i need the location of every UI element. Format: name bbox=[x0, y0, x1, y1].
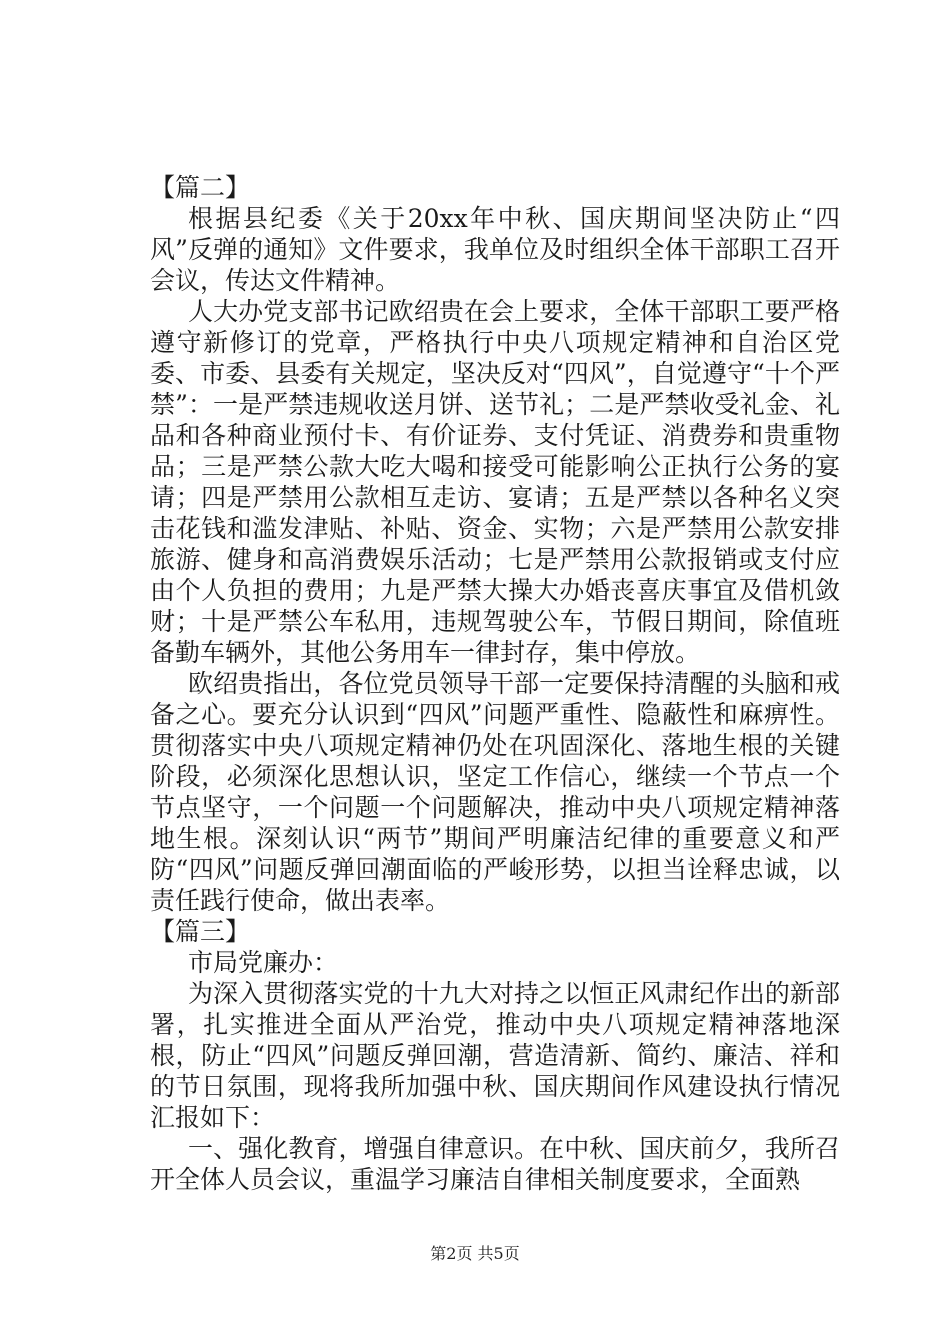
section-heading-3: 【篇三】 bbox=[150, 917, 251, 946]
document-body bbox=[150, 172, 840, 1195]
paragraph: 人大办党支部书记欧绍贵在会上要求，全体干部职工要严格遵守新修订的党章，严格执行中央八项规定精神和自治区党委、市委、县委有关规定，坚决反对“四风”，自觉遵守“十个严禁”：一是严禁违规收送月饼、送节礼；二是严禁收受礼金、礼品和各种商业预付卡、有价证券、支付凭证、消费券和贵重物品；三是严禁公款大吃大喝和接受可能影响公正执行公务的宴请；四是严禁用公款相互走访、宴请；五是严禁以各种名义突击花钱和滥发津贴、补贴、资金、实物；六是严禁用公款安排旅游、健身和高消费娱乐活动；七是严禁用公款报销或支付应由个人负担的费用；九是严禁大操大办婚丧喜庆事宜及借机敛财；十是严禁公车私用，违规驾驶公车，节假日期间，除值班备勤车辆外，其他公务用车一律封存，集中停放。 bbox=[150, 297, 840, 667]
section-heading-2: 【篇二】 bbox=[150, 173, 251, 202]
salutation: 市局党廉办： bbox=[188, 948, 339, 977]
page-number-footer: 第2页 共5页 bbox=[430, 1244, 520, 1263]
paragraph: 为深入贯彻落实党的十九大对持之以恒正风肃纪作出的新部署，扎实推进全面从严治党，推动中央八项规定精神落地深根，防止“四风”问题反弹回潮，营造清新、简约、廉洁、祥和的节日氛围，现将我所加强中秋、国庆期间作风建设执行情况汇报如下： bbox=[150, 979, 840, 1132]
paragraph: 一、强化教育，增强自律意识。在中秋、国庆前夕，我所召开全体人员会议，重温学习廉洁自律相关制度要求，全面熟 bbox=[150, 1134, 840, 1194]
paragraph: 根据县纪委《关于20xx年中秋、国庆期间坚决防止“四风”反弹的通知》文件要求，我单位及时组织全体干部职工召开会议，传达文件精神。 bbox=[150, 204, 840, 295]
paragraph: 欧绍贵指出，各位党员领导干部一定要保持清醒的头脑和戒备之心。要充分认识到“四风”问题严重性、隐蔽性和麻痹性。贯彻落实中央八项规定精神仍处在巩固深化、落地生根的关键阶段，必须深化思想认识，坚定工作信心，继续一个节点一个节点坚守，一个问题一个问题解决，推动中央八项规定精神落地生根。深刻认识“两节”期间严明廉洁纪律的重要意义和严防“四风”问题反弹回潮面临的严峻形势，以担当诠释忠诚，以责任践行使命，做出表率。 bbox=[150, 669, 840, 915]
